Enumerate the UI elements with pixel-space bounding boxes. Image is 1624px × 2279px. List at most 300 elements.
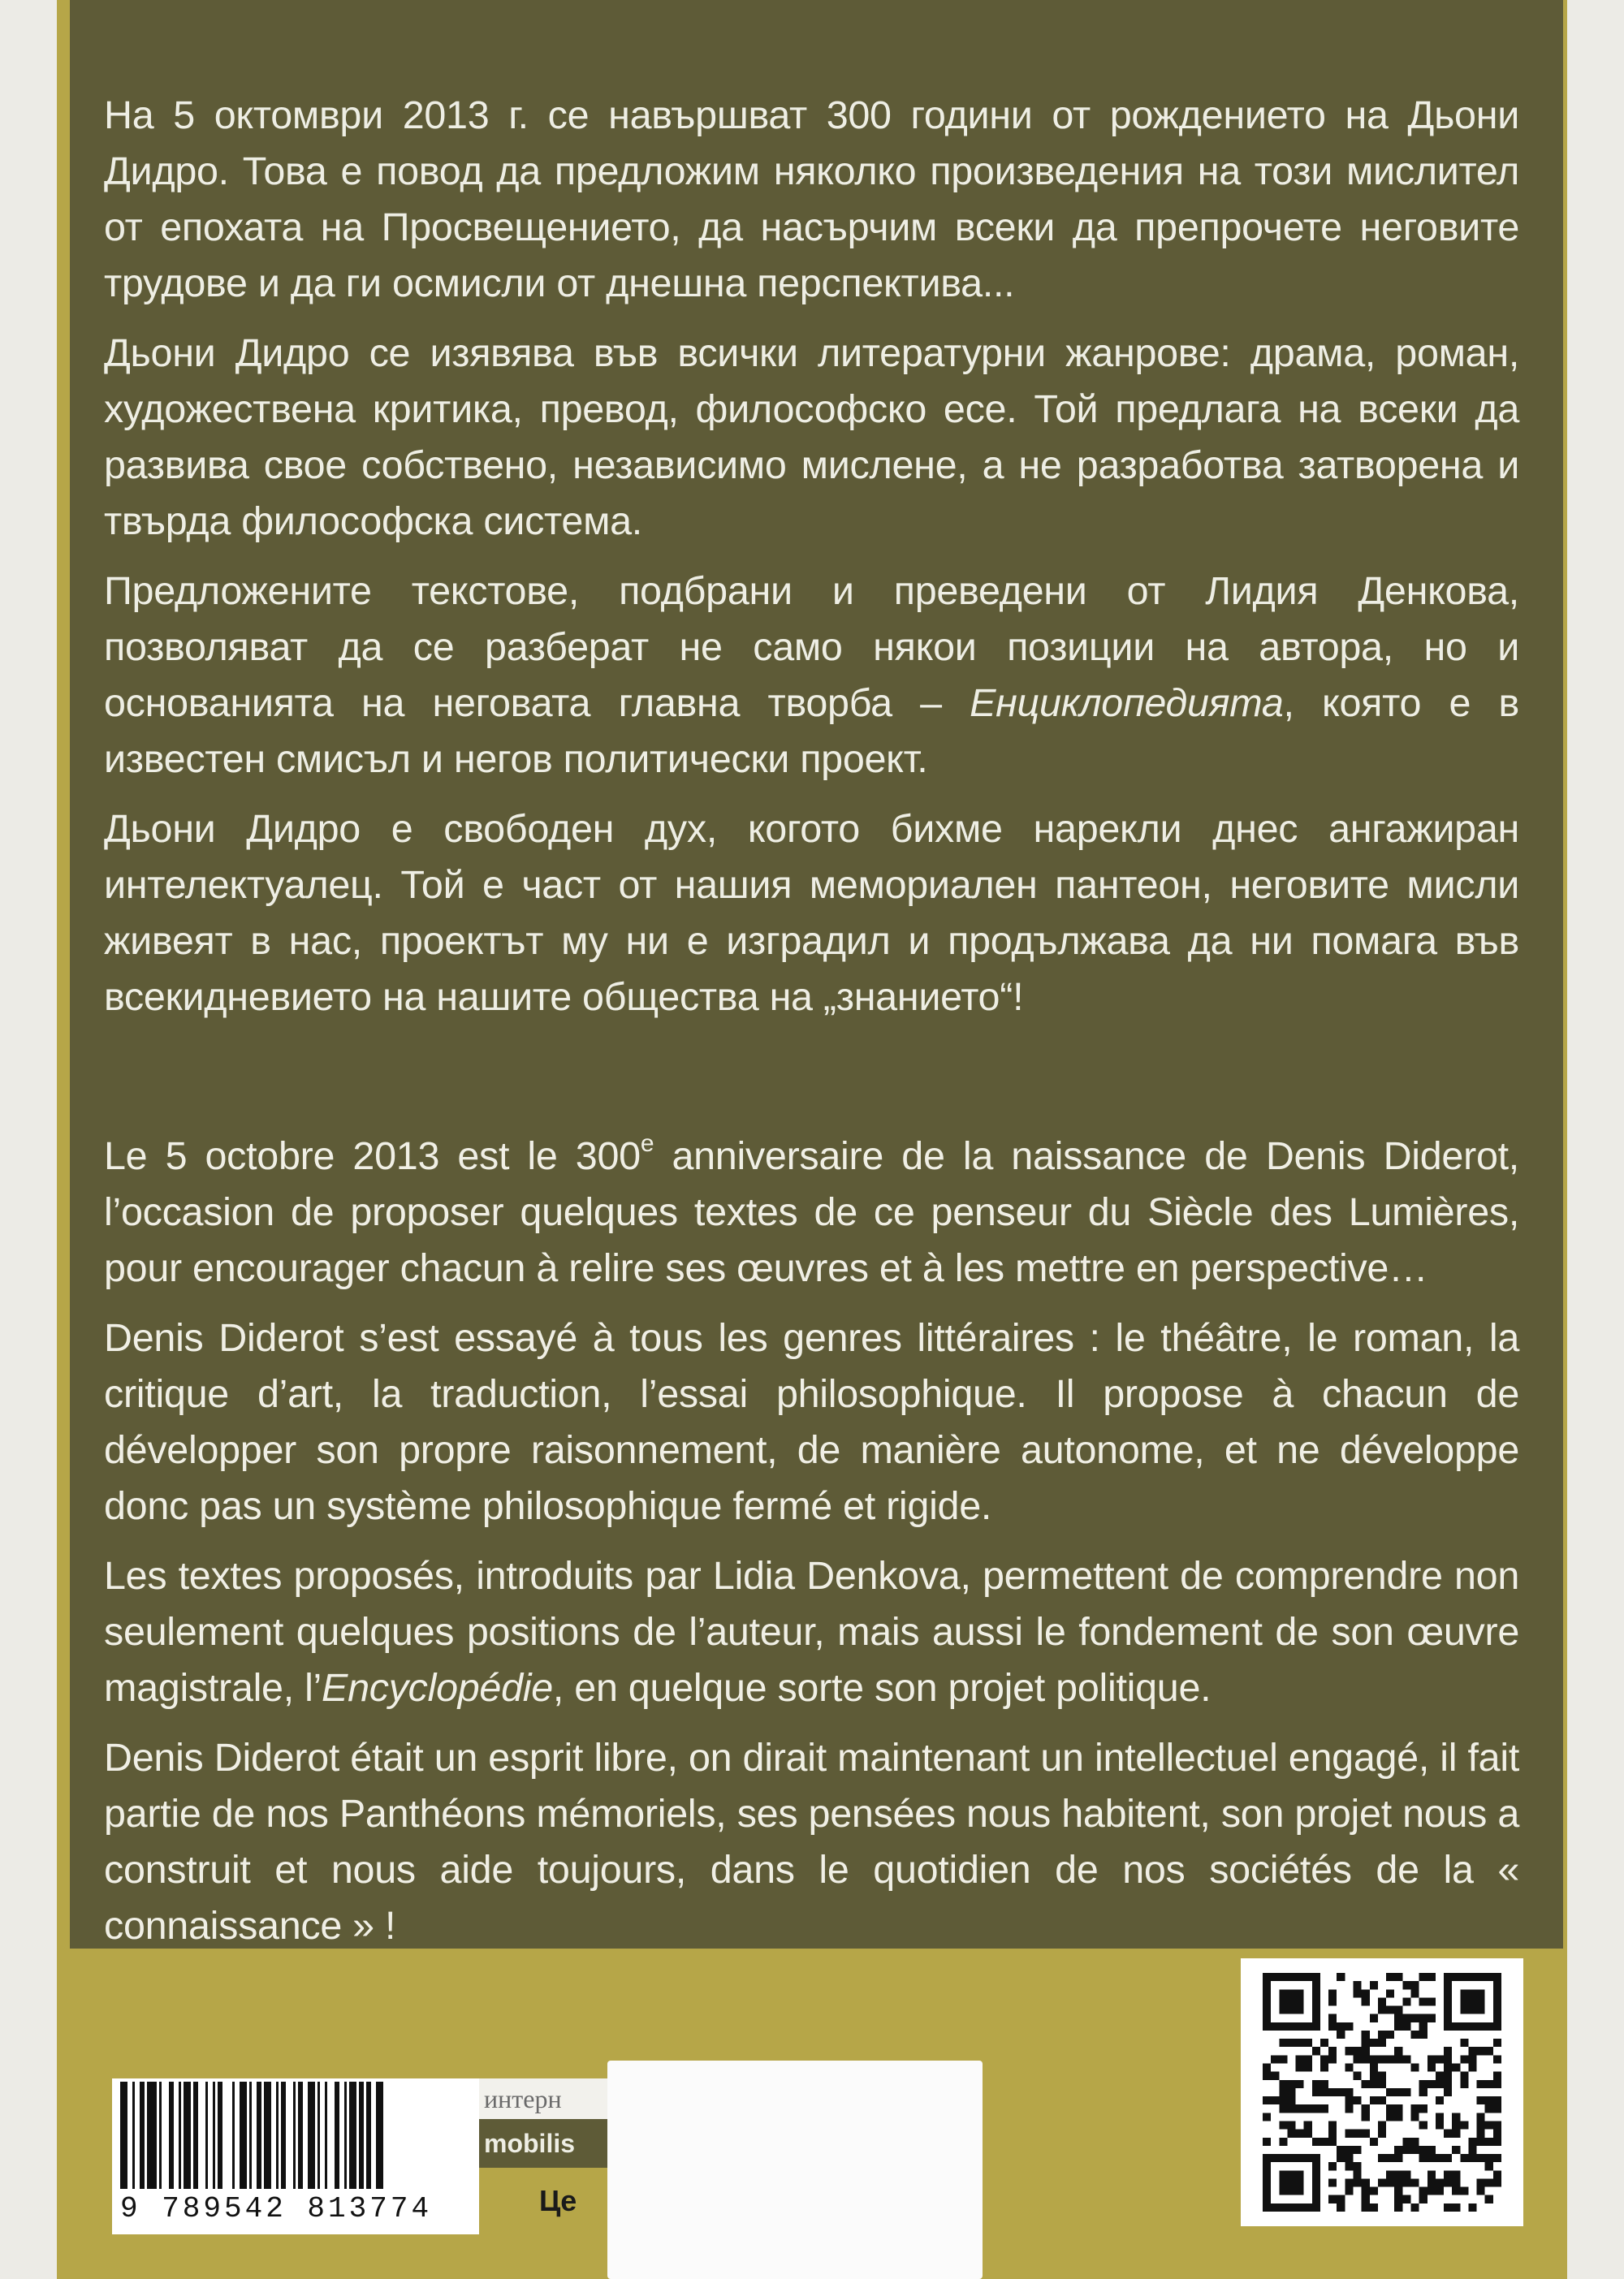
qr-module [1410,2104,1419,2113]
qr-module [1345,2104,1353,2113]
qr-module [1477,2047,1485,2055]
qr-module [1444,2178,1452,2186]
qr-module [1468,2047,1476,2055]
qr-module [1386,2031,1394,2039]
barcode-space [383,2082,386,2189]
qr-module [1378,2178,1386,2186]
qr-finder [1444,2022,1501,2031]
qr-module [1419,2014,1427,2022]
bg-paragraph-4: Дьони Дидро е свободен дух, когото бихме нарекли днес ангажиран интелектуалец. Той е част от нашия мемориален пантеон, неговите мисли живеят в нас, проектът му ни е изградил и продължава да ни помага във всекидневието на нашите общества на „знанието“! [104,807,1519,1019]
fr-p1-before: Le 5 octobre 2013 est le 300 [104,1134,641,1178]
qr-module [1394,2178,1402,2186]
qr-module [1370,1981,1378,1989]
qr-module [1402,2088,1410,2096]
qr-module [1485,2047,1493,2055]
qr-module [1320,2064,1328,2072]
qr-module [1312,2080,1320,2088]
qr-module [1362,2080,1370,2088]
page-edge [1567,0,1624,2279]
qr-module [1394,2195,1402,2203]
qr-module [1337,2031,1345,2039]
publisher-logo [479,2078,609,2234]
qr-module [1279,2080,1287,2088]
qr-module [1419,1997,1427,2005]
qr-finder [1263,1973,1271,2031]
qr-module [1370,2064,1378,2072]
qr-module [1378,2039,1386,2047]
fr-paragraph-1 [104,1129,1519,1297]
qr-module [1427,2170,1436,2178]
qr-module [1378,2031,1386,2039]
qr-module [1452,2113,1460,2121]
qr-module [1444,2064,1452,2072]
qr-module [1410,1981,1419,1989]
qr-module [1436,2113,1444,2121]
qr-module [1452,2178,1460,2186]
qr-module [1394,2006,1402,2014]
qr-module [1362,2113,1370,2121]
publisher-logo-top: интерн [479,2078,609,2119]
qr-module [1444,2080,1452,2088]
qr-module [1436,2178,1444,2186]
qr-module [1477,2138,1485,2146]
qr-module [1402,2146,1410,2154]
qr-module [1419,2195,1427,2203]
qr-module [1460,2154,1468,2162]
qr-module [1436,2121,1444,2129]
qr-module [1378,2096,1386,2104]
qr-module [1386,2170,1394,2178]
publisher-logo-bottom: Цe [479,2168,609,2234]
qr-module [1444,2088,1452,2096]
barcode-bar [376,2082,383,2189]
bg-p3-italic: Енциклопедията [970,681,1284,725]
qr-module [1362,2104,1370,2113]
qr-module [1287,2096,1295,2104]
bg-p3-before: Предложените текстове, подбрани и преведени от Лидия Денкова, позволяват да се разберат не само някои позиции на автора, но и основанията на неговата главна творба – [104,569,1519,725]
language-separator [104,1039,1519,1129]
qr-module [1354,2162,1362,2170]
qr-module [1410,2113,1419,2121]
qr-module [1354,2178,1362,2186]
qr-module [1312,2104,1320,2113]
qr-module [1427,1997,1436,2005]
qr-module [1410,2178,1419,2186]
qr-module [1452,2064,1460,2072]
qr-module [1320,2080,1328,2088]
qr-finder [1312,2154,1320,2212]
qr-module [1370,2096,1378,2104]
qr-module [1328,1989,1337,1997]
qr-module [1304,2039,1312,2047]
qr-module [1370,2138,1378,2146]
qr-module [1328,2047,1337,2055]
qr-module [1493,2080,1501,2088]
qr-module [1493,2170,1501,2178]
qr-module [1477,2130,1485,2138]
qr-module [1410,1989,1419,1997]
qr-module [1394,2203,1402,2212]
qr-module [1394,2088,1402,2096]
qr-module [1468,2154,1476,2162]
qr-module [1468,2138,1476,2146]
qr-module [1444,2170,1452,2178]
qr-module [1493,2055,1501,2063]
qr-module [1386,2055,1394,2063]
qr-module [1452,2146,1460,2154]
qr-module [1460,2072,1468,2080]
qr-module [1287,2088,1295,2096]
qr-module [1493,2072,1501,2080]
qr-module [1296,2039,1304,2047]
qr-module [1345,2096,1353,2104]
qr-module [1468,2203,1476,2212]
qr-module [1337,2022,1345,2031]
qr-module [1337,1973,1345,1981]
barcode-space [327,2082,335,2189]
qr-module [1410,2203,1419,2212]
qr-finder [1263,2022,1320,2031]
qr-module [1468,2064,1476,2072]
qr-module [1427,1973,1436,1981]
qr-module [1419,2121,1427,2129]
fr-paragraph-2: Denis Diderot s’est essayé à tous les genres littéraires : le théâtre, le roman, la critique d’art, la traduction, l’essai philosophique. Il propose à chacun de développer son propre raisonnement, de manière autonome, et ne développe donc pas un système philosophique fermé et rigide. [104,1316,1519,1528]
qr-finder [1279,2170,1303,2195]
qr-module [1485,2195,1493,2203]
qr-module [1493,2154,1501,2162]
qr-module [1263,2064,1271,2072]
barcode-number: 9 789542 813774 [120,2192,433,2225]
qr-finder [1444,1973,1501,1981]
qr-module [1354,2055,1362,2063]
qr-module [1477,2096,1485,2104]
qr-module [1386,1973,1394,1981]
qr-finder [1263,2154,1320,2162]
qr-module [1296,2104,1304,2113]
qr-module [1354,1981,1362,1989]
qr-module [1402,2195,1410,2203]
qr-module [1362,2055,1370,2063]
qr-module [1394,2146,1402,2154]
qr-module [1304,2130,1312,2138]
qr-module [1345,2047,1353,2055]
qr-module [1337,2154,1345,2162]
qr-module [1362,2195,1370,2203]
qr-module [1279,2138,1287,2146]
qr-module [1386,2104,1394,2113]
qr-module [1279,2088,1287,2096]
qr-module [1304,2121,1312,2129]
qr-module [1320,2138,1328,2146]
barcode-bar [264,2082,271,2189]
qr-module [1279,2121,1287,2129]
qr-module [1370,2014,1378,2022]
qr-module [1296,2130,1304,2138]
qr-module [1362,1997,1370,2005]
qr-module [1304,2104,1312,2113]
qr-module [1402,1997,1410,2005]
qr-module [1345,2130,1353,2138]
qr-module [1287,2104,1295,2113]
qr-module [1394,2170,1402,2178]
barcode-bar [240,2082,247,2189]
qr-module [1394,2187,1402,2195]
qr-module [1402,2055,1410,2063]
barcode-bars [120,2082,471,2189]
qr-module [1468,2055,1476,2063]
qr-module [1402,2138,1410,2146]
bg-paragraph-2: Дьони Дидро се изявява във всички литературни жанрове: драма, роман, художествена критика, превод, философско есе. Той предлага на всеки да развива свое собствено, независимо мислене, а не разработва затворена и твърда философска система. [104,331,1519,543]
qr-module [1328,2014,1337,2022]
qr-module [1477,2113,1485,2121]
qr-module [1493,2130,1501,2138]
qr-module [1436,2055,1444,2063]
qr-module [1378,2072,1386,2080]
qr-module [1345,2022,1353,2031]
qr-module [1402,2014,1410,2022]
qr-module [1468,2146,1476,2154]
qr-module [1354,2096,1362,2104]
qr-module [1402,2022,1410,2031]
qr-module [1279,2039,1287,2047]
qr-module [1362,2203,1370,2212]
qr-module [1287,2080,1295,2088]
qr-module [1485,2178,1493,2186]
qr-module [1419,2088,1427,2096]
qr-module [1354,2130,1362,2138]
qr-module [1312,2088,1320,2096]
qr-module [1394,2104,1402,2113]
fr-p3-after: , en quelque sorte son projet politique. [552,1666,1212,1710]
qr-module [1378,2080,1386,2088]
bg-paragraph-1: На 5 октомври 2013 г. се навършват 300 години от рождението на Дьони Дидро. Това е повод да предложим няколко произведения на този мислител от епохата на Просвещението, да насърчим всеки да препрочете неговите трудове и да ги осмисли от днешна перспектива... [104,93,1519,305]
qr-module [1320,2104,1328,2113]
qr-module [1427,2080,1436,2088]
qr-module [1394,2022,1402,2031]
qr-module [1271,2096,1279,2104]
qr-module [1402,2178,1410,2186]
qr-module [1337,2195,1345,2203]
qr-module [1345,2178,1353,2186]
qr-module [1436,2080,1444,2088]
qr-code [1241,1958,1523,2226]
qr-module [1477,2154,1485,2162]
qr-module [1427,2178,1436,2186]
price-sticker [607,2061,983,2279]
barcode-bar [120,2082,127,2189]
qr-module [1354,1989,1362,1997]
qr-module [1427,2146,1436,2154]
qr-module [1493,2096,1501,2104]
qr-module [1477,2080,1485,2088]
qr-module [1493,2121,1501,2129]
fr-p3-before: Les textes proposés, introduits par Lidia Denkova, permettent de comprendre non seulement quelques positions de l’auteur, mais aussi le fondement de son œuvre magistrale, l’ [104,1554,1519,1710]
qr-module [1419,2187,1427,2195]
qr-module [1394,2047,1402,2055]
qr-module [1378,2130,1386,2138]
qr-module [1337,2088,1345,2096]
qr-module [1296,2064,1304,2072]
qr-module [1328,2130,1337,2138]
qr-module [1436,2187,1444,2195]
qr-finder [1312,1973,1320,2031]
qr-module [1287,2130,1295,2138]
qr-module [1362,2039,1370,2047]
qr-module [1263,2138,1271,2146]
qr-module [1402,2170,1410,2178]
qr-module [1279,2104,1287,2113]
qr-code-image [1259,1973,1505,2212]
qr-module [1362,1989,1370,1997]
qr-module [1378,1997,1386,2005]
qr-module [1436,2154,1444,2162]
qr-module [1354,2072,1362,2080]
qr-module [1370,2055,1378,2063]
qr-module [1370,2080,1378,2088]
qr-module [1436,2072,1444,2080]
qr-module [1362,2178,1370,2186]
qr-module [1485,2104,1493,2113]
qr-module [1312,2047,1320,2055]
qr-module [1370,2039,1378,2047]
publisher-logo-mid: mobilis [479,2119,609,2168]
qr-module [1263,2113,1271,2121]
qr-module [1287,2121,1295,2129]
qr-module [1271,2055,1279,2063]
qr-module [1444,2154,1452,2162]
fr-paragraph-3 [104,1548,1519,1716]
qr-module [1460,2080,1468,2088]
qr-module [1328,2138,1337,2146]
qr-module [1410,2146,1419,2154]
qr-module [1370,2203,1378,2212]
qr-module [1378,2121,1386,2129]
qr-module [1419,2154,1427,2162]
fr-p1-after: anniversaire de la naissance de Denis Diderot, l’occasion de proposer quelques textes de ce penseur du Siècle des Lumières, pour encourager chacun à relire ses œuvres et à les mettre en perspective… [104,1134,1519,1290]
qr-module [1419,2031,1427,2039]
qr-module [1410,2014,1419,2022]
qr-module [1279,2096,1287,2104]
qr-module [1345,2146,1353,2154]
qr-module [1386,2088,1394,2096]
barcode-bar [349,2082,356,2189]
qr-module [1493,2039,1501,2047]
qr-module [1419,2104,1427,2113]
qr-module [1452,2121,1460,2129]
qr-module [1378,2154,1386,2162]
qr-module [1345,2162,1353,2170]
barcode-bar [308,2082,315,2189]
qr-module [1419,1973,1427,1981]
qr-module [1328,2088,1337,2096]
qr-module [1263,2072,1271,2080]
qr-module [1287,2039,1295,2047]
qr-module [1485,2121,1493,2129]
qr-module [1402,1981,1410,1989]
qr-module [1419,2146,1427,2154]
qr-module [1394,2055,1402,2063]
qr-module [1328,2162,1337,2170]
qr-module [1427,2064,1436,2072]
qr-module [1427,2154,1436,2162]
isbn-barcode [112,2078,479,2234]
fr-paragraph-4: Denis Diderot était un esprit libre, on dirait maintenant un intellectuel engagé, il fait partie de nos Panthéons mémoriels, ses pensées nous habitent, son projet nous a construit et nous aide toujours, dans le quotidien de nos sociétés de la « connaissance » ! [104,1736,1519,1948]
qr-module [1362,2047,1370,2055]
qr-module [1345,2154,1353,2162]
barcode-bar [184,2082,191,2189]
qr-module [1279,2055,1287,2063]
qr-module [1345,2088,1353,2096]
bg-paragraph-3 [104,563,1519,788]
qr-module [1328,2121,1337,2129]
qr-module [1452,2130,1460,2138]
qr-module [1394,2014,1402,2022]
qr-module [1386,2113,1394,2121]
qr-module [1386,1989,1394,1997]
qr-module [1328,1997,1337,2005]
qr-module [1485,2080,1493,2088]
qr-finder [1263,2154,1271,2212]
qr-module [1362,2187,1370,2195]
back-cover-text-panel [70,0,1563,1949]
qr-module [1304,2055,1312,2063]
qr-module [1312,2138,1320,2146]
qr-module [1328,2055,1337,2063]
qr-finder [1279,1989,1303,2014]
qr-module [1378,2055,1386,2063]
qr-module [1460,2055,1468,2063]
qr-module [1304,2064,1312,2072]
qr-module [1386,2006,1394,2014]
qr-module [1452,2203,1460,2212]
qr-module [1370,2072,1378,2080]
qr-module [1345,2064,1353,2072]
qr-module [1410,2031,1419,2039]
qr-module [1362,2130,1370,2138]
qr-module [1444,2072,1452,2080]
qr-module [1354,2146,1362,2154]
qr-module [1370,2187,1378,2195]
qr-module [1320,2039,1328,2047]
qr-finder [1493,1973,1501,2031]
qr-module [1493,2138,1501,2146]
qr-module [1328,2195,1337,2203]
fr-p1-superscript: e [640,1130,654,1157]
qr-module [1485,2096,1493,2104]
qr-module [1485,2154,1493,2162]
qr-module [1477,2121,1485,2129]
qr-module [1452,2187,1460,2195]
qr-finder [1263,1973,1320,1981]
qr-module [1410,2138,1419,2146]
qr-module [1337,2203,1345,2212]
qr-module [1386,2178,1394,2186]
barcode-space [222,2082,232,2189]
qr-module [1436,2096,1444,2104]
qr-finder [1263,2203,1320,2212]
qr-module [1394,1973,1402,1981]
qr-module [1444,2055,1452,2063]
qr-module [1427,2014,1436,2022]
qr-module [1354,2170,1362,2178]
barcode-space [162,2082,169,2189]
qr-module [1378,2006,1386,2014]
qr-module [1263,2096,1271,2104]
fr-p3-italic: Encyclopédie [322,1666,553,1710]
qr-module [1337,2146,1345,2154]
qr-module [1271,2072,1279,2080]
qr-module [1444,2203,1452,2212]
